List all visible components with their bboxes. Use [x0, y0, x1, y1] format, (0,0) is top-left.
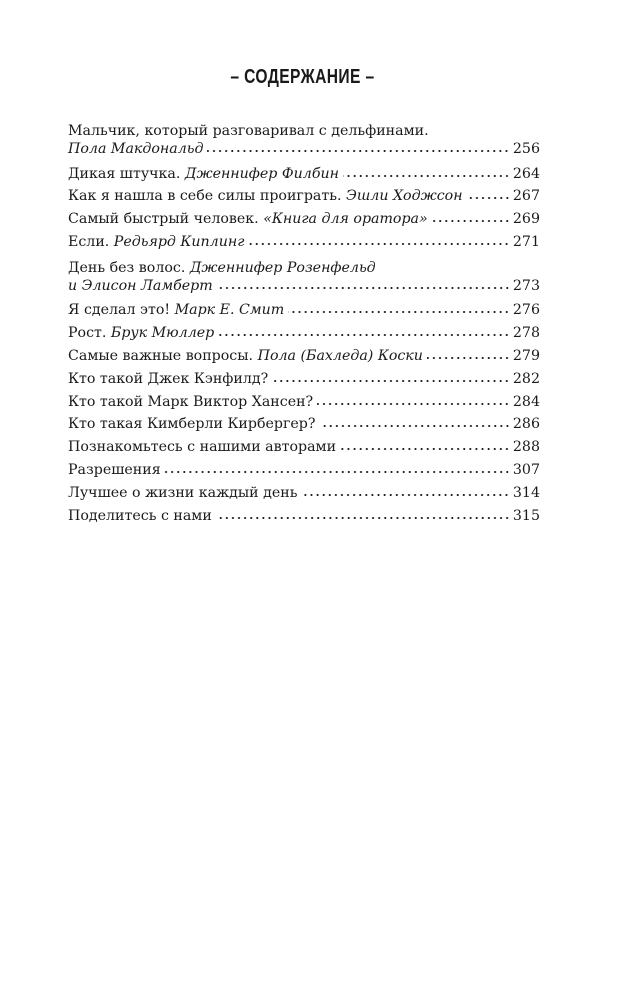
toc-entry[interactable]: [68, 254, 540, 300]
entry-page-number: 276: [512, 302, 540, 319]
toc-entry-line: [68, 185, 540, 208]
toc-entry[interactable]: [68, 322, 540, 345]
toc-entry-line: [68, 413, 540, 436]
dot-leader: [248, 242, 510, 246]
toc-entry[interactable]: [68, 391, 540, 414]
entry-page-number: 314: [512, 484, 540, 501]
entry-page-number: 269: [512, 211, 540, 228]
entry-page-number: 267: [512, 188, 540, 205]
toc-entry-line: [68, 436, 540, 459]
dot-leader: [427, 356, 510, 360]
toc-entry-line: [68, 140, 540, 158]
entry-title: Лучшее о жизни каждый день: [68, 484, 298, 501]
entry-title: Самые важные вопросы.: [68, 347, 254, 364]
dot-leader: [288, 310, 510, 314]
entry-author: и Элисон Ламберт: [68, 277, 213, 294]
dot-leader: [216, 516, 510, 520]
entry-page-number: 278: [512, 325, 540, 342]
toc-entry[interactable]: [68, 505, 540, 528]
entry-page-number: 271: [512, 233, 540, 250]
toc-entry-line: [68, 299, 540, 322]
dot-leader: [165, 470, 510, 474]
dot-leader: [432, 219, 510, 223]
toc-entry-line: [68, 163, 540, 186]
entry-page-number: 282: [512, 370, 540, 387]
entry-author: «Книга для оратора»: [263, 211, 428, 228]
entry-page-number: 315: [512, 507, 540, 524]
dot-leader: [272, 379, 510, 383]
entry-author: Дженнифер Розенфельд: [189, 259, 376, 276]
toc-entry[interactable]: [68, 345, 540, 368]
toc-entry-line: [68, 368, 540, 391]
toc-entry-line: [68, 277, 540, 295]
toc-entry-line: [68, 391, 540, 414]
toc-entry[interactable]: [68, 299, 540, 322]
toc-entry-line: [68, 208, 540, 231]
toc-entry-line: [68, 459, 540, 482]
entry-author: Брук Мюллер: [110, 325, 215, 342]
dot-leader: [343, 174, 510, 178]
toc-entry-line: [68, 505, 540, 528]
dot-leader: [467, 196, 510, 200]
dot-leader: [320, 424, 511, 428]
toc-entry[interactable]: [68, 413, 540, 436]
toc-entry[interactable]: [68, 208, 540, 231]
entry-title: Кто такой Джек Кэнфилд?: [68, 370, 269, 387]
entry-page-number: 264: [512, 165, 540, 182]
entry-author: Марк Е. Смит: [174, 302, 285, 319]
toc-entry[interactable]: [68, 482, 540, 505]
toc-entry-line: [68, 345, 540, 368]
entry-title: Я сделал это!: [68, 302, 171, 319]
toc-entry[interactable]: [68, 459, 540, 482]
toc-entry[interactable]: [68, 117, 540, 163]
toc-entry[interactable]: [68, 185, 540, 208]
toc-entry-line: [68, 322, 540, 345]
entry-author: Дженнифер Филбин: [184, 165, 339, 182]
entry-title: Поделитесь с нами: [68, 507, 212, 524]
table-of-contents: [68, 117, 540, 527]
toc-entry[interactable]: [68, 231, 540, 254]
entry-page-number: 273: [512, 277, 540, 294]
toc-entry-line: [68, 482, 540, 505]
dot-leader: [217, 286, 510, 290]
toc-entry[interactable]: [68, 436, 540, 459]
entry-author: Эшли Ходжсон: [345, 188, 463, 205]
dot-leader: [218, 333, 510, 337]
entry-title: Мальчик, который разговаривал с дельфинами.: [68, 122, 429, 139]
entry-title: Рост.: [68, 325, 107, 342]
entry-title: День без волос.: [68, 259, 186, 276]
entry-title: Самый быстрый человек.: [68, 211, 259, 228]
toc-entry[interactable]: [68, 368, 540, 391]
entry-title: Как я нашла в себе силы проиграть.: [68, 188, 342, 205]
entry-title: Кто такой Марк Виктор Хансен?: [68, 393, 314, 410]
entry-title: Познакомьтесь с нашими авторами: [68, 439, 337, 456]
dot-leader: [317, 402, 510, 406]
entry-title: Кто такая Кимберли Кирбергер?: [68, 416, 316, 433]
dot-leader: [340, 447, 510, 451]
entry-author: Редьярд Киплинг: [113, 233, 245, 250]
entry-title: Если.: [68, 233, 110, 250]
entry-page-number: 288: [512, 439, 540, 456]
entry-page-number: 307: [512, 461, 540, 478]
contents-heading: – СОДЕРЖАНИЕ –: [229, 66, 375, 88]
dot-leader: [207, 149, 510, 153]
entry-page-number: 284: [512, 393, 540, 410]
toc-entry[interactable]: [68, 163, 540, 186]
toc-entry-first-line: [68, 259, 540, 277]
entry-page-number: 256: [512, 140, 540, 157]
toc-entry-line: [68, 231, 540, 254]
dot-leader: [301, 493, 510, 497]
entry-title: Разрешения: [68, 461, 161, 478]
entry-page-number: 286: [512, 416, 540, 433]
entry-author: Пола Макдональд: [68, 140, 204, 157]
entry-author: Пола (Бахледа) Коски: [257, 347, 423, 364]
entry-title: Дикая штучка.: [68, 165, 181, 182]
toc-entry-first-line: [68, 122, 540, 140]
entry-page-number: 279: [512, 347, 540, 364]
